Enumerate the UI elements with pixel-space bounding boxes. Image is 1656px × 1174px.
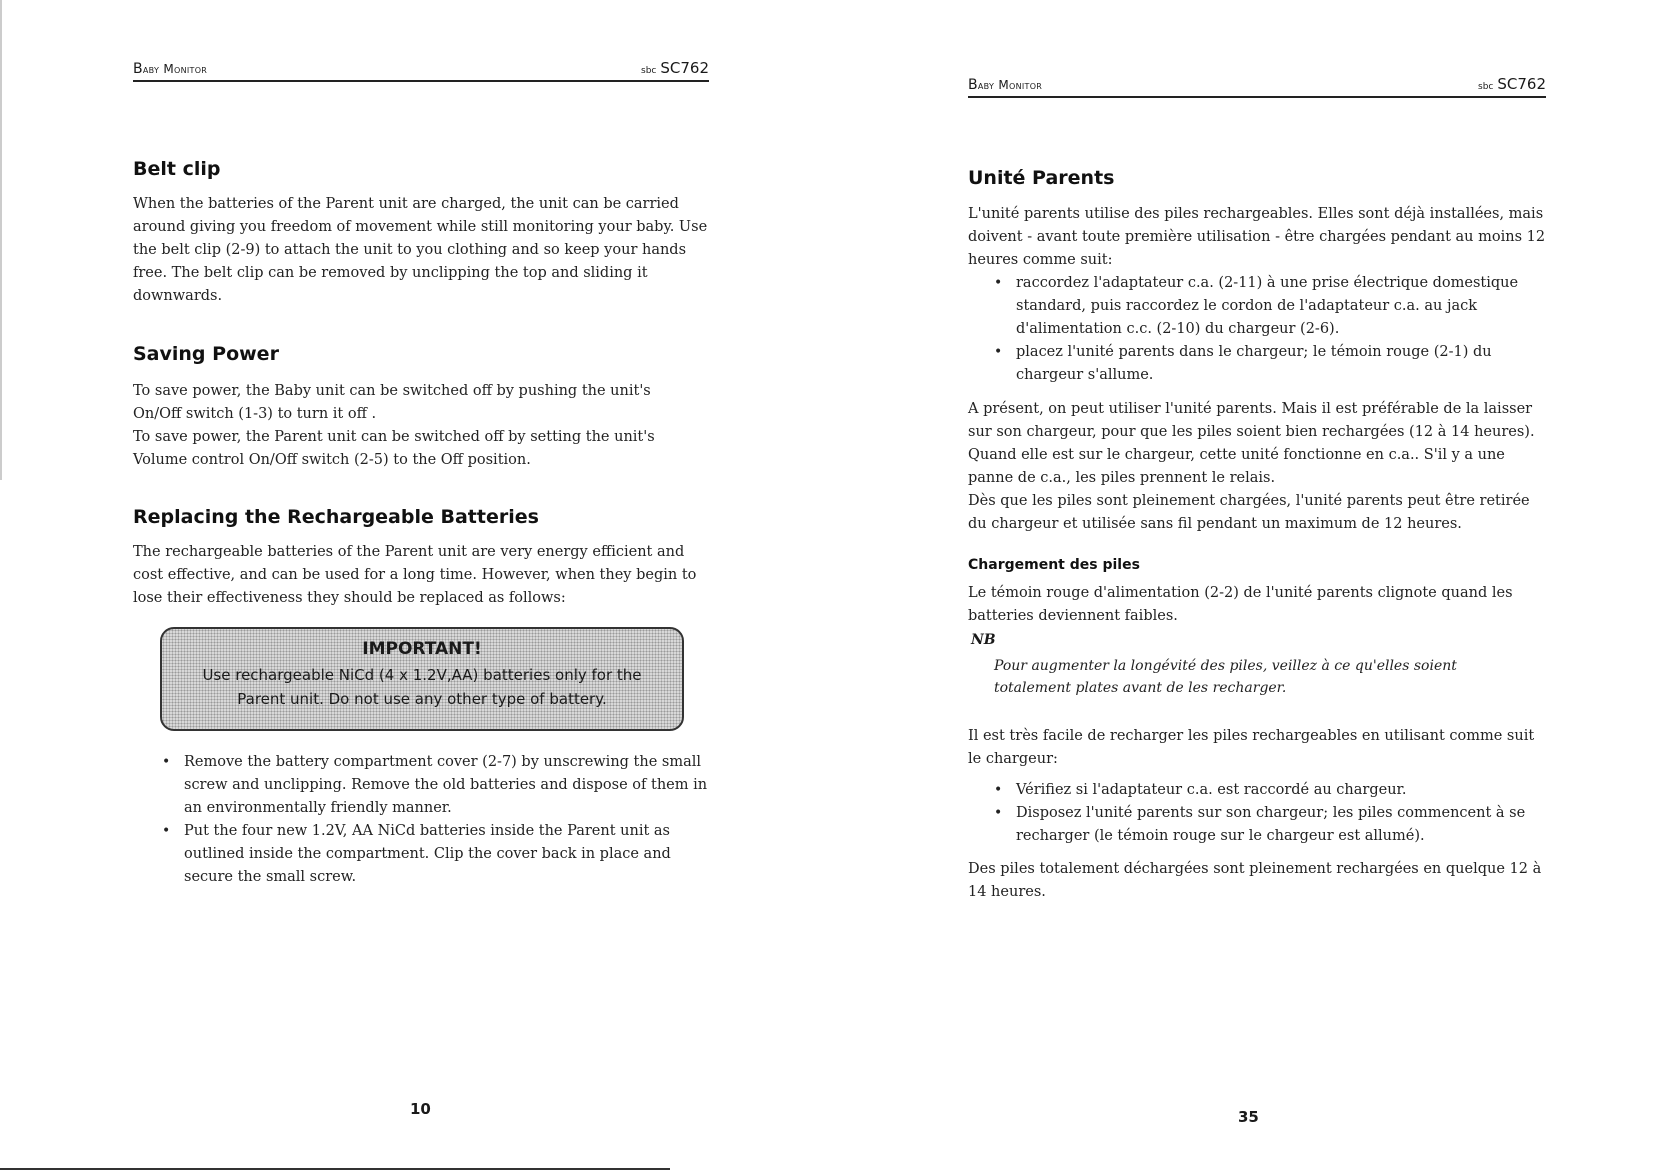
saving-power-body-2: To save power, the Parent unit can be switched off by setting the unit's Volume control On/Off switch (2-5) to the Off position. (133, 429, 655, 468)
list-item: • Remove the battery compartment cover (2-7) by unscrewing the small screw and unclipping. Remove the old batteries and dispose of them in an environmentally friendly manner. (162, 751, 717, 820)
subheading-chargement: Chargement des piles (968, 557, 1140, 573)
list-item: • Vérifiez si l'adaptateur c.a. est raccordé au chargeur. (994, 779, 1544, 802)
nb-text: Pour augmenter la longévité des piles, veillez à ce qu'elles soient totalement plates avant de les recharger. (994, 658, 1457, 696)
list-item: • placez l'unité parents dans le chargeur; le témoin rouge (2-1) du chargeur s'allume. (994, 341, 1544, 387)
recharge-steps-list (994, 779, 1544, 848)
left-page-header (133, 58, 709, 82)
important-notice-box (160, 627, 684, 731)
cordless-paragraph: Dès que les piles sont pleinement chargées, l'unité parents peut être retirée du chargeur et utilisée sans fil pendant un maximum de 12 heures. (968, 493, 1530, 532)
full-recharge-paragraph: Des piles totalement déchargées sont pleinement rechargées en quelque 12 à 14 heures. (968, 861, 1542, 900)
saving-power-body-1: To save power, the Baby unit can be switched off by pushing the unit's On/Off switch (1-3) to turn it off . (133, 383, 651, 422)
brand-initial: B (133, 61, 143, 77)
section-heading-replacing-batteries: Replacing the Rechargeable Batteries (133, 506, 539, 528)
brand-initial: B (968, 77, 978, 93)
brand-title (968, 77, 1042, 93)
scan-edge-line (0, 0, 2, 480)
left-page (0, 0, 760, 1174)
section-heading-belt-clip: Belt clip (133, 158, 221, 180)
brand-rest: aby Monitor (977, 78, 1043, 92)
list-item: • Disposez l'unité parents sur son chargeur; les piles commencent à se recharger (le témoin rouge sur le chargeur est allumé). (994, 802, 1544, 848)
model-number: SC762 (1497, 75, 1546, 93)
list-item: • Put the four new 1.2V, AA NiCd batteries inside the Parent unit as outlined inside the compartment. Clip the cover back in place and secure the small screw. (162, 820, 717, 889)
model-label (1478, 75, 1546, 93)
list-item: • raccordez l'adaptateur c.a. (2-11) à une prise électrique domestique standard, puis raccordez le cordon de l'adaptateur c.a. au jack d'alimentation c.c. (2-10) du chargeur (2-6). (994, 272, 1544, 341)
model-prefix: sbc (1478, 82, 1494, 92)
page-number-left: 10 (410, 1100, 431, 1118)
recharge-paragraph: Il est très facile de recharger les piles rechargeables en utilisant comme suit le chargeur: (968, 728, 1535, 767)
model-label (641, 59, 709, 77)
unite-parents-intro: L'unité parents utilise des piles rechargeables. Elles sont déjà installées, mais doivent - avant toute première utilisation - être chargées pendant au moins 12 heures comme suit: (968, 206, 1546, 268)
model-number: SC762 (660, 59, 709, 77)
low-battery-paragraph: Le témoin rouge d'alimentation (2-2) de l'unité parents clignote quand les batteries deviennent faibles. (968, 585, 1513, 624)
replacing-batteries-body: The rechargeable batteries of the Parent unit are very energy efficient and cost effective, and can be used for a long time. However, when they begin to lose their effectiveness they should be replaced as follows: (133, 544, 697, 606)
setup-steps-list (994, 272, 1544, 387)
section-heading-unite-parents: Unité Parents (968, 167, 1115, 189)
replacement-steps-list (162, 751, 717, 889)
model-prefix: sbc (641, 66, 657, 76)
right-page-header (968, 74, 1546, 98)
scan-border-line (0, 1168, 670, 1170)
brand-title (133, 61, 207, 77)
page-number-right: 35 (1238, 1108, 1259, 1126)
section-heading-saving-power: Saving Power (133, 343, 279, 365)
brand-rest: aby Monitor (142, 62, 208, 76)
important-text: Use rechargeable NiCd (4 x 1.2V,AA) batteries only for the Parent unit. Do not use any other type of battery. (202, 666, 642, 708)
important-title: IMPORTANT! (362, 639, 482, 659)
nb-label: NB (971, 632, 996, 648)
right-page (828, 0, 1656, 1174)
belt-clip-body: When the batteries of the Parent unit are charged, the unit can be carried around giving you freedom of movement while still monitoring your baby. Use the belt clip (2-9) to attach the unit to you clothing and so keep your hands free. The belt clip can be removed by unclipping the top and sliding it downwards. (133, 196, 708, 304)
usage-paragraph: A présent, on peut utiliser l'unité parents. Mais il est préférable de la laisser sur son chargeur, pour que les piles soient bien rechargées (12 à 14 heures). Quand elle est sur le chargeur, cette unité fonctionne en c.a.. S'il y a une panne de c.a., les piles prennent le relais. (968, 401, 1535, 486)
